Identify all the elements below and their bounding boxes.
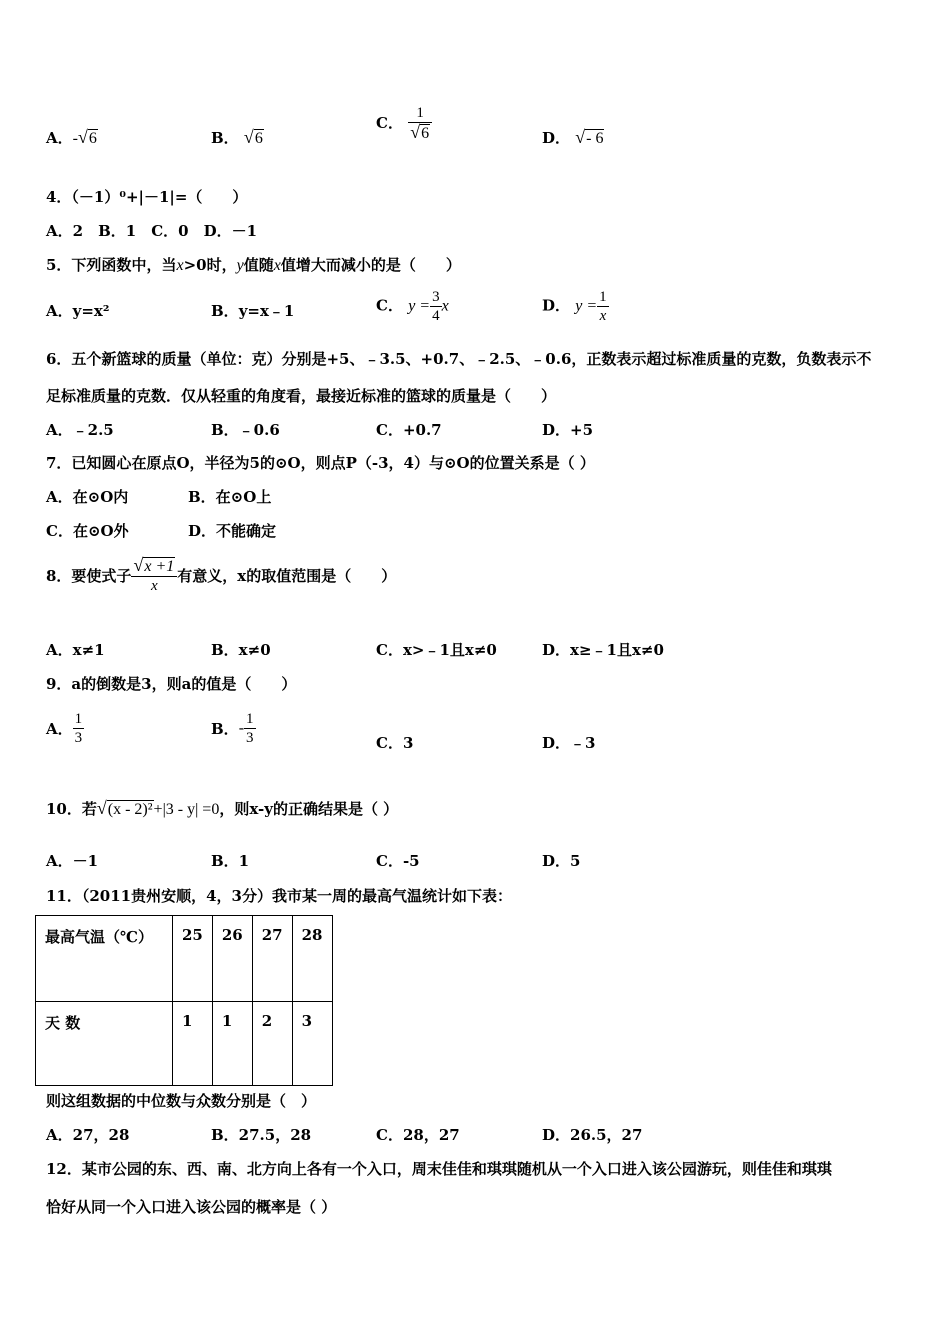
q7-option-b: B．在⊙O上 bbox=[188, 488, 272, 506]
q10-stem: 10．若√(x - 2)²+|3 - y| =0，则x-y的正确结果是（ ） bbox=[46, 798, 399, 818]
q8-option-c: C．x>﹣1且x≠0 bbox=[376, 641, 497, 659]
q11-stem: 11．（2011贵州安顺，4，3分）我市某一周的最高气温统计如下表： bbox=[46, 887, 512, 905]
table-cell: 25 bbox=[173, 916, 213, 1002]
sqrt-6: √6 bbox=[77, 127, 97, 147]
sqrt-6: √6 bbox=[243, 127, 263, 147]
q7-option-a: A．在⊙O内 bbox=[46, 488, 129, 506]
sqrt-neg-6: √- 6 bbox=[575, 127, 604, 147]
table-cell: 2 bbox=[252, 1002, 292, 1086]
q11-option-b: B．27.5，28 bbox=[211, 1126, 312, 1144]
q12-line1: 12．某市公园的东、西、南、北方向上各有一个入口，周末佳佳和琪琪随机从一个入口进入该公园游玩，则佳佳和琪琪 bbox=[46, 1160, 832, 1178]
temperature-table bbox=[35, 915, 333, 1086]
table-row bbox=[36, 916, 333, 1002]
q10-option-b: B．1 bbox=[211, 852, 250, 870]
q3-option-d: D． √- 6 bbox=[542, 127, 604, 147]
q11-after: 则这组数据的中位数与众数分别是（ ） bbox=[46, 1092, 317, 1110]
q11-option-a: A．27，28 bbox=[46, 1126, 130, 1144]
fraction-1-over-x: $\frac{1}{x}$ bbox=[599, 289, 607, 324]
q9-option-a: A． $\frac{1}{3}$ bbox=[46, 711, 83, 746]
q6-line1: 6．五个新篮球的质量（单位：克）分别是+5、﹣3.5、+0.7、﹣2.5、﹣0.6，正数表示超过标准质量的克数，负数表示不 bbox=[46, 350, 872, 368]
fraction-3-4: $\frac{3}{4}$ bbox=[432, 289, 440, 324]
q5-option-d: D． y = $\frac{1}{x}$ bbox=[542, 289, 607, 324]
q4-options: A．2 B．1 C．0 D．－1 bbox=[46, 222, 258, 240]
q11-option-d: D．26.5，27 bbox=[542, 1126, 643, 1144]
q9-option-c: C．3 bbox=[376, 734, 414, 752]
fraction-1-3: $\frac{1}{3}$ bbox=[246, 711, 254, 746]
q5-option-a: A．y=x² bbox=[46, 302, 110, 320]
q6-option-d: D．+5 bbox=[542, 421, 594, 439]
fraction-1-3: $\frac{1}{3}$ bbox=[74, 711, 83, 746]
table-header-days: 天 数 bbox=[36, 1002, 173, 1086]
q7-option-c: C．在⊙O外 bbox=[46, 522, 129, 540]
table-row bbox=[36, 1002, 333, 1086]
q6-option-c: C．+0.7 bbox=[376, 421, 442, 439]
q9-stem: 9．a的倒数是3，则a的值是（ ） bbox=[46, 675, 297, 693]
q5-option-b: B．y=x﹣1 bbox=[211, 302, 295, 320]
fraction-1-over-sqrt6: $\frac{1}{√6}$ bbox=[408, 104, 432, 143]
q5-stem: 5．下列函数中，当x>0时，y值随x值增大而减小的是（ ） bbox=[46, 256, 461, 274]
q3-option-c: C． $\frac{1}{√6}$ bbox=[376, 104, 432, 143]
table-cell: 3 bbox=[292, 1002, 332, 1086]
q5-option-c: C． y = $\frac{3}{4}$ x bbox=[376, 289, 449, 324]
q3-option-a: A．-√6 bbox=[46, 127, 97, 147]
q6-option-b: B．﹣0.6 bbox=[211, 421, 280, 439]
q10-option-d: D．5 bbox=[542, 852, 581, 870]
table-header-temp: 最高气温（℃） bbox=[36, 916, 173, 1002]
table-cell: 26 bbox=[212, 916, 252, 1002]
q8-option-d: D．x≥﹣1且x≠0 bbox=[542, 641, 664, 659]
q8-option-a: A．x≠1 bbox=[46, 641, 105, 659]
q8-option-b: B．x≠0 bbox=[211, 641, 271, 659]
q11-option-c: C．28，27 bbox=[376, 1126, 460, 1144]
q7-option-d: D．不能确定 bbox=[188, 522, 277, 540]
table-cell: 27 bbox=[252, 916, 292, 1002]
sqrt-x-minus-2-squared: √(x - 2)² bbox=[96, 798, 153, 818]
q4-stem: 4．（－1）⁰+|－1|=（ ） bbox=[46, 188, 248, 206]
q6-line2: 足标准质量的克数．仅从轻重的角度看，最接近标准的篮球的质量是（ ） bbox=[46, 387, 557, 405]
q6-option-a: A．﹣2.5 bbox=[46, 421, 114, 439]
q7-stem: 7．已知圆心在原点O，半径为5的⊙O，则点P（-3，4）与⊙O的位置关系是（ ） bbox=[46, 454, 595, 472]
q9-option-d: D．﹣3 bbox=[542, 734, 596, 752]
q9-option-b: B．- $\frac{1}{3}$ bbox=[211, 711, 254, 746]
q10-option-c: C．-5 bbox=[376, 852, 420, 870]
table-cell: 28 bbox=[292, 916, 332, 1002]
table-cell: 1 bbox=[212, 1002, 252, 1086]
q10-option-a: A．－1 bbox=[46, 852, 99, 870]
q3-option-b: B． √6 bbox=[211, 127, 263, 147]
q8-stem: 8．要使式子 $\frac{√x +1}{x}$ 有意义，x的取值范围是（ ） bbox=[46, 555, 397, 594]
table-cell: 1 bbox=[173, 1002, 213, 1086]
fraction-sqrt-x-plus-1-over-x: $\frac{√x +1}{x}$ bbox=[131, 556, 177, 595]
q12-line2: 恰好从同一个入口进入该公园的概率是（ ） bbox=[46, 1198, 337, 1216]
